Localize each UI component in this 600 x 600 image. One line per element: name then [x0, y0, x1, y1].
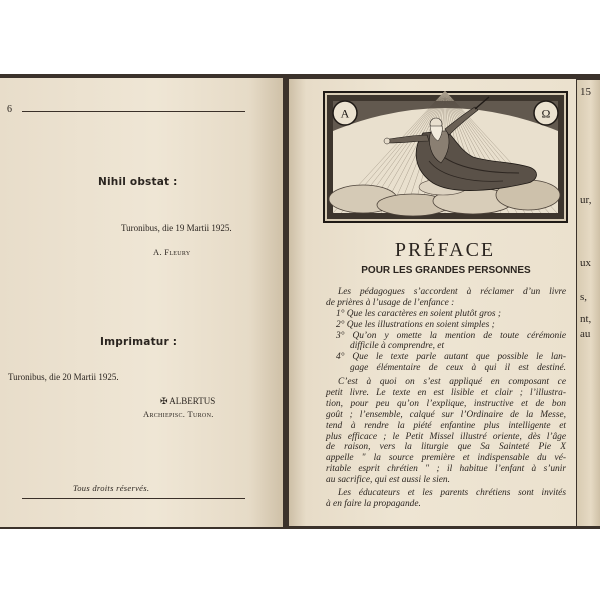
alpha-medallion — [333, 101, 357, 125]
next-page-edge — [577, 80, 600, 526]
rights-notice: Tous droits réservés. — [73, 483, 150, 493]
preface-line: goût ; l’ensemble, calqué sur l’Ordinaire de la Messe, — [326, 409, 566, 420]
preface-body — [326, 287, 566, 510]
preface-subtitle: POUR LES GRANDES PERSONNES — [361, 265, 531, 276]
preface-list-item: 4° Que le texte parle autant que possible le lan- — [336, 352, 566, 363]
bottom-rule — [22, 498, 245, 499]
top-rule — [22, 111, 245, 112]
next-page-number: 15 — [580, 86, 591, 98]
figure-left-hand — [384, 138, 390, 144]
preface-line: petit livre. Le texte en est lisible et clair ; l’illustra- — [326, 388, 566, 399]
next-page-fragment: ur, — [580, 194, 592, 206]
next-page-fragment: au — [580, 328, 591, 340]
preface-list-item: 2° Que les illustrations en soient simples ; — [336, 319, 495, 330]
preface-line: ritable esprit chrétien " ; il habitue l’enfant à s’unir — [326, 464, 566, 475]
right-page — [289, 79, 576, 526]
next-page-fragment: ux — [580, 257, 591, 269]
preface-line: Les pédagogues s’accordent à réclamer d’un livre — [338, 287, 566, 297]
god-the-father-engraving — [323, 91, 568, 223]
omega-letter: Ω — [541, 106, 551, 121]
nihil-obstat-place-date: Turonibus, die 19 Martii 1925. — [121, 223, 232, 233]
nihil-obstat-heading: Nihil obstat : — [98, 176, 178, 188]
preface-line: de raison, vers la liturgie que Sa Sainteté Pie X — [326, 442, 566, 453]
preface-list-item: 1° Que les caractères en soient plutôt gros ; — [336, 308, 502, 319]
preface-line: plus efficace ; le Petit Missel illustré oriente, dès l’âge — [326, 431, 566, 442]
imprimatur-heading: Imprimatur : — [100, 336, 178, 348]
imprimatur-signatory: ✠ ALBERTUS — [160, 396, 216, 406]
preface-line: à en faire la propagande. — [326, 498, 421, 509]
preface-list-item-continuation: difficile à comprendre, et — [350, 341, 445, 352]
preface-list-item-continuation: gage élémentaire de ceux à qui il est destiné. — [350, 363, 566, 374]
preface-list-item: 3° Qu’on y omette la mention de toute cérémonie — [336, 330, 566, 341]
next-page-fragment: nt, — [580, 313, 592, 325]
next-page-fragment: s, — [580, 291, 588, 303]
preface-title: PRÉFACE — [394, 239, 496, 261]
preface-line: appelle " la source première et indispensable du vé- — [326, 453, 566, 464]
preface-line: de prières à l’usage de l’enfance : — [326, 297, 455, 308]
preface-line: tend à rendre la piété enfantine plus intelligente et — [326, 420, 566, 431]
preface-line: tion, pour peu qu’on l’explique, instructive et de bon — [326, 398, 566, 409]
preface-line: Les éducateurs et les parents chrétiens sont invités — [338, 488, 566, 499]
left-page — [0, 78, 283, 527]
nihil-obstat-signatory: A. Fleury — [153, 247, 191, 257]
preface-line: C’est à quoi on s’est appliqué en composant ce — [338, 377, 566, 388]
preface-line: au sacrifice, qui est aussi le sien. — [326, 475, 450, 486]
alpha-letter: A — [340, 106, 350, 121]
imprimatur-place-date: Turonibus, die 20 Martii 1925. — [8, 372, 119, 382]
page-number: 6 — [7, 104, 12, 115]
imprimatur-title: Archiepisc. Turon. — [143, 409, 214, 419]
omega-medallion — [534, 101, 558, 125]
